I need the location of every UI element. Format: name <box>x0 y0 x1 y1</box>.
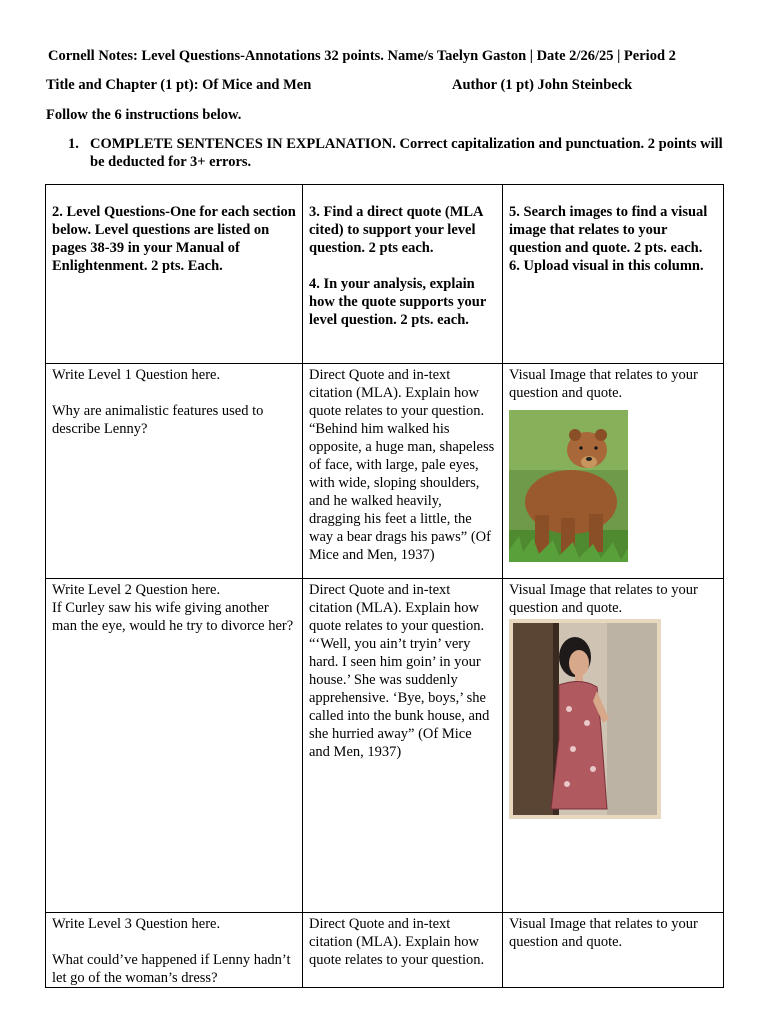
header-cell-questions: 2. Level Questions-One for each section below. Level questions are listed on pages 38-39 in your Manual of Enlightenment. 2 pts. Each. <box>46 185 303 364</box>
title-chapter: Title and Chapter (1 pt): Of Mice and Men <box>46 77 312 93</box>
table-row <box>46 913 724 988</box>
author: Author (1 pt) John Steinbeck <box>452 77 633 93</box>
notes-table <box>45 184 724 988</box>
table-row <box>46 579 724 913</box>
instruction-text: COMPLETE SENTENCES IN EXPLANATION. Correct capitalization and punctuation. 2 points will be deducted for 3+ errors. <box>90 136 723 170</box>
quote-cell[interactable]: Direct Quote and in-text citation (MLA). Explain how quote relates to your question. “Behind him walked his opposite, a huge man, shapeless of face, with large, pale eyes, with wide, sloping shoulders, and he walked heavily, dragging his feet a little, the way a bear drags his paws” (Of Mice and Men, 1937) <box>303 364 503 579</box>
question-cell[interactable]: Write Level 3 Question here. What could’ve happened if Lenny hadn’t let go of the woman’s dress? <box>46 913 303 988</box>
visual-cell[interactable]: Visual Image that relates to your question and quote. <box>503 913 724 988</box>
visual-cell[interactable]: Visual Image that relates to your question and quote. <box>503 579 724 913</box>
bear-image[interactable] <box>509 410 717 562</box>
header-cell-visual: 5. Search images to find a visual image that relates to your question and quote. 2 pts. each. 6. Upload visual in this column. <box>503 185 724 364</box>
question-cell[interactable]: Write Level 2 Question here. If Curley saw his wife giving another man the eye, would he try to divorce her? <box>46 579 303 913</box>
header-cell-quote: 3. Find a direct quote (MLA cited) to support your level question. 2 pts each. 4. In your analysis, explain how the quote supports your level question. 2 pts. each. <box>303 185 503 364</box>
visual-cell[interactable]: Visual Image that relates to your question and quote. <box>503 364 724 579</box>
woman-image[interactable] <box>509 619 717 819</box>
question-cell[interactable]: Write Level 1 Question here. Why are animalistic features used to describe Lenny? <box>46 364 303 579</box>
follow-instructions: Follow the 6 instructions below. <box>46 107 242 123</box>
quote-cell[interactable]: Direct Quote and in-text citation (MLA). Explain how quote relates to your question. <box>303 913 503 988</box>
table-header-row <box>46 185 724 364</box>
header-line: Cornell Notes: Level Questions-Annotations 32 points. Name/s Taelyn Gaston | Date 2/26/25 | Period 2 <box>48 48 676 64</box>
quote-cell[interactable]: Direct Quote and in-text citation (MLA). Explain how quote relates to your question. “‘Well, you ain’t tryin’ very hard. I seen him goin’ in your house.’ She was suddenly apprehensive. ‘Bye, boys,’ she called into the bunk house, and she hurried away” (Of Mice and Men, 1937) <box>303 579 503 913</box>
instruction-number: 1. <box>68 136 79 152</box>
table-row <box>46 364 724 579</box>
